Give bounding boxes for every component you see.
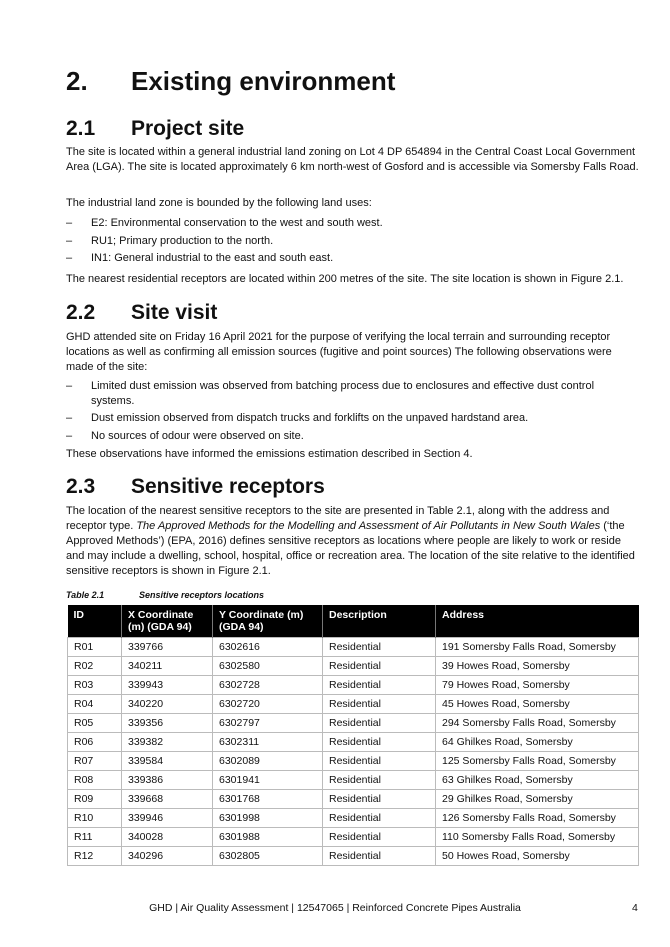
cell-description: Residential (323, 752, 436, 771)
cell-description: Residential (323, 809, 436, 828)
table-header-row (68, 605, 639, 638)
table-row (68, 752, 639, 771)
cell-x: 340220 (122, 695, 213, 714)
cell-x: 340296 (122, 847, 213, 866)
cell-y: 6302089 (213, 752, 323, 771)
cell-x: 339386 (122, 771, 213, 790)
cell-address: 294 Somersby Falls Road, Somersby (436, 714, 639, 733)
section-2-1-number: 2.1 (66, 117, 96, 140)
table-row (68, 676, 639, 695)
cell-y: 6302311 (213, 733, 323, 752)
cell-id: R03 (68, 676, 122, 695)
list-item-text: RU1; Primary production to the north. (91, 235, 274, 247)
section-2-2-paragraph-1: GHD attended site on Friday 16 April 2021 for the purpose of verifying the local terrain and surrounding receptor locations as well as confirming all emission sources (fugitive and point sources) The following observations were made of the site: (66, 331, 612, 373)
column-header-description: Description (323, 605, 436, 638)
cell-address: 63 Ghilkes Road, Somersby (436, 771, 639, 790)
section-2-3-number: 2.3 (66, 475, 96, 498)
table-row (68, 714, 639, 733)
cell-address: 29 Ghilkes Road, Somersby (436, 790, 639, 809)
cell-description: Residential (323, 828, 436, 847)
table-row (68, 828, 639, 847)
cell-x: 340028 (122, 828, 213, 847)
list-item-text: E2: Environmental conservation to the west and south west. (91, 217, 383, 229)
cell-x: 339584 (122, 752, 213, 771)
cell-x: 339766 (122, 638, 213, 657)
cell-description: Residential (323, 638, 436, 657)
section-2-2-paragraph-2: These observations have informed the emissions estimation described in Section 4. (66, 448, 473, 460)
cell-description: Residential (323, 771, 436, 790)
cell-id: R04 (68, 695, 122, 714)
section-2-3-title: Sensitive receptors (131, 475, 325, 498)
table-row (68, 847, 639, 866)
cell-address: 64 Ghilkes Road, Somersby (436, 733, 639, 752)
cell-x: 339943 (122, 676, 213, 695)
cell-y: 6301998 (213, 809, 323, 828)
cell-y: 6301941 (213, 771, 323, 790)
cell-address: 50 Howes Road, Somersby (436, 847, 639, 866)
cell-id: R05 (68, 714, 122, 733)
cell-description: Residential (323, 790, 436, 809)
section-2-2-number: 2.2 (66, 301, 96, 324)
chapter-number: 2. (66, 66, 88, 96)
cell-address: 191 Somersby Falls Road, Somersby (436, 638, 639, 657)
cell-id: R02 (68, 657, 122, 676)
cell-y: 6302797 (213, 714, 323, 733)
section-2-2-title: Site visit (131, 301, 218, 324)
list-item-text: IN1: General industrial to the east and south east. (91, 252, 334, 264)
cell-address: 79 Howes Road, Somersby (436, 676, 639, 695)
chapter-title: Existing environment (131, 66, 396, 96)
cell-id: R01 (68, 638, 122, 657)
cell-id: R11 (68, 828, 122, 847)
cell-x: 339356 (122, 714, 213, 733)
column-header-address: Address (436, 605, 639, 638)
list-item-text: Limited dust emission was observed from batching process due to enclosures and effective dust control systems. (91, 380, 595, 407)
paragraph-text: The location of the nearest sensitive receptors to the site are presented in Table 2.1, along with the address and receptor type. (66, 505, 610, 532)
section-2-3-paragraph-1 (66, 504, 641, 579)
table-caption-text: Sensitive receptors locations (139, 590, 265, 600)
section-2-1-paragraph-2: The industrial land zone is bounded by the following land uses: (66, 197, 372, 209)
dash-bullet: – (66, 380, 73, 392)
cell-description: Residential (323, 676, 436, 695)
dash-bullet: – (66, 252, 73, 264)
table-row (68, 771, 639, 790)
cell-description: Residential (323, 657, 436, 676)
paragraph-text: (‘the Approved Methods’) (EPA, 2016) defines sensitive receptors as locations where people are likely to work or reside and may include a dwelling, school, hospital, office or recreation area. The location of the site relative to the identified sensitive receptors is shown in Figure 2.1. (66, 520, 635, 577)
cell-id: R07 (68, 752, 122, 771)
cell-id: R10 (68, 809, 122, 828)
cell-address: 125 Somersby Falls Road, Somersby (436, 752, 639, 771)
cell-y: 6302720 (213, 695, 323, 714)
table-caption (66, 590, 264, 600)
sensitive-receptors-table (67, 605, 639, 866)
dash-bullet: – (66, 217, 73, 229)
cell-id: R06 (68, 733, 122, 752)
cell-x: 339382 (122, 733, 213, 752)
section-2-1-paragraph-3: The nearest residential receptors are located within 200 metres of the site. The site location is shown in Figure 2.1. (66, 273, 624, 285)
list-item-text: Dust emission observed from dispatch trucks and forklifts on the unpaved hardstand area. (91, 412, 529, 424)
cell-id: R09 (68, 790, 122, 809)
section-2-1-title: Project site (131, 117, 245, 140)
cell-x: 339946 (122, 809, 213, 828)
cell-address: 45 Howes Road, Somersby (436, 695, 639, 714)
column-header-id: ID (68, 605, 122, 638)
dash-bullet: – (66, 235, 73, 247)
cell-description: Residential (323, 695, 436, 714)
table-row (68, 638, 639, 657)
cell-id: R12 (68, 847, 122, 866)
cell-x: 340211 (122, 657, 213, 676)
cell-y: 6302805 (213, 847, 323, 866)
cell-description: Residential (323, 847, 436, 866)
list-item-text: No sources of odour were observed on site. (91, 430, 304, 442)
page-number: 4 (632, 902, 638, 914)
table-row (68, 733, 639, 752)
cell-y: 6302580 (213, 657, 323, 676)
page-footer: GHD | Air Quality Assessment | 12547065 | Reinforced Concrete Pipes Australia (149, 902, 521, 914)
dash-bullet: – (66, 430, 73, 442)
column-header-y-coordinate: Y Coordinate (m) (GDA 94) (213, 605, 323, 638)
table-label: Table 2.1 (66, 590, 105, 600)
cell-address: 110 Somersby Falls Road, Somersby (436, 828, 639, 847)
table-row (68, 695, 639, 714)
dash-bullet: – (66, 412, 73, 424)
table-row (68, 809, 639, 828)
cell-description: Residential (323, 733, 436, 752)
cell-address: 126 Somersby Falls Road, Somersby (436, 809, 639, 828)
cell-description: Residential (323, 714, 436, 733)
cell-y: 6301768 (213, 790, 323, 809)
cell-y: 6302728 (213, 676, 323, 695)
cell-x: 339668 (122, 790, 213, 809)
approved-methods-title: The Approved Methods for the Modelling and Assessment of Air Pollutants in New South Wales (136, 520, 601, 532)
cell-address: 39 Howes Road, Somersby (436, 657, 639, 676)
cell-y: 6302616 (213, 638, 323, 657)
cell-id: R08 (68, 771, 122, 790)
table-row (68, 657, 639, 676)
cell-y: 6301988 (213, 828, 323, 847)
section-2-1-paragraph-1: The site is located within a general industrial land zoning on Lot 4 DP 654894 in the Central Coast Local Government Area (LGA). The site is located approximately 6 km north-west of Gosford and is accessible via Somersby Falls Road. (66, 146, 639, 173)
table-row (68, 790, 639, 809)
column-header-x-coordinate: X Coordinate (m) (GDA 94) (122, 605, 213, 638)
